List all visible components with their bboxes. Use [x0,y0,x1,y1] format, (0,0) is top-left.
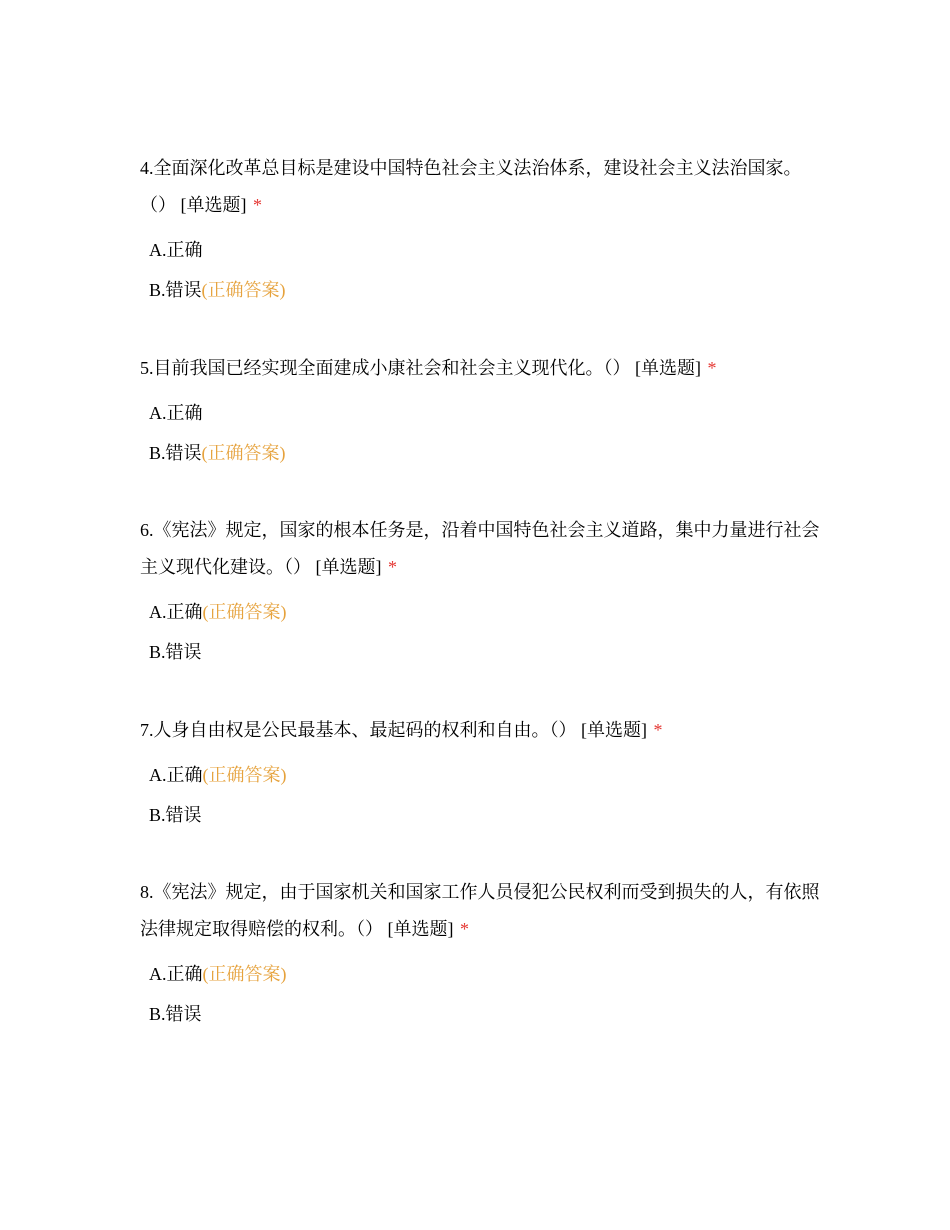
correct-answer-mark: (正确答案) [202,964,287,984]
correct-answer-mark: (正确答案) [201,280,286,300]
option-label: A.正确 [149,765,203,785]
question-4 [140,150,820,302]
option-label: B.错误 [149,443,202,463]
question-type-tag: [单选题] [635,358,701,378]
question-stem: 5.目前我国已经实现全面建成小康社会和社会主义现代化。（） [140,358,631,378]
question-8 [140,874,820,1026]
option-label: B.错误 [149,805,202,825]
option-b[interactable] [149,441,820,465]
correct-answer-mark: (正确答案) [201,443,286,463]
question-stem: 4.全面深化改革总目标是建设中国特色社会主义法治体系，建设社会主义法治国家。（） [140,158,802,215]
correct-answer-mark: (正确答案) [202,765,287,785]
question-type-tag: [单选题] [387,919,454,939]
question-type-tag: [单选题] [315,557,382,577]
option-a[interactable] [149,238,820,262]
question-stem: 7.人身自由权是公民最基本、最起码的权利和自由。（） [140,720,577,740]
required-asterisk: * [388,557,397,577]
required-asterisk: * [460,919,469,939]
required-asterisk: * [707,358,717,378]
required-asterisk: * [253,195,262,215]
question-7 [140,712,820,827]
option-a[interactable] [149,600,820,624]
option-a[interactable] [149,763,820,787]
option-label: B.错误 [149,280,202,300]
option-label: A.正确 [149,964,203,984]
required-asterisk: * [653,720,663,740]
question-stem: 8.《宪法》规定，由于国家机关和国家工作人员侵犯公民权利而受到损失的人，有依照法律规定取得赔偿的权利。（） [140,882,820,939]
question-5 [140,350,820,465]
option-label: B.错误 [149,1004,202,1024]
question-type-tag: [单选题] [180,195,247,215]
question-text [140,150,820,224]
correct-answer-mark: (正确答案) [202,602,287,622]
option-label: B.错误 [149,642,202,662]
option-b[interactable] [149,640,820,664]
option-a[interactable] [149,962,820,986]
question-text [140,350,820,387]
option-label: A.正确 [149,602,203,622]
question-text [140,512,820,586]
question-type-tag: [单选题] [581,720,647,740]
option-b[interactable] [149,1002,820,1026]
option-b[interactable] [149,278,820,302]
question-stem: 6.《宪法》规定，国家的根本任务是，沿着中国特色社会主义道路，集中力量进行社会主义现代化建设。（） [140,520,820,577]
option-label: A.正确 [149,240,203,260]
question-text [140,874,820,948]
option-label: A.正确 [149,403,203,423]
question-6 [140,512,820,664]
question-text [140,712,820,749]
option-a[interactable] [149,401,820,425]
option-b[interactable] [149,803,820,827]
